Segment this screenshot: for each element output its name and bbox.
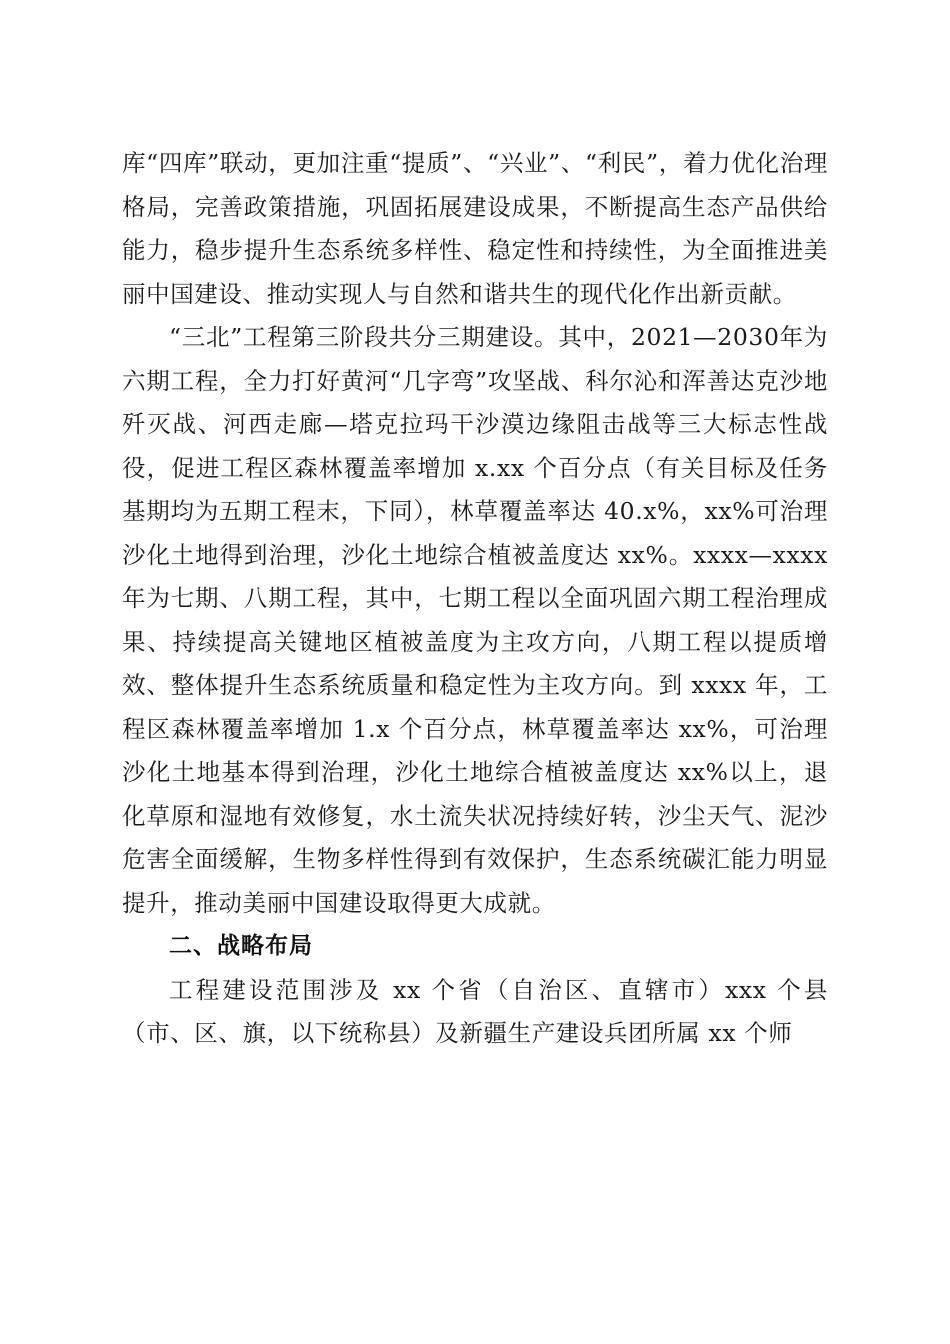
paragraph-continued: 库“四库”联动，更加注重“提质”、“兴业”、“利民”，着力优化治理格局，完善政策措施，巩固拓展建设成果，不断提高生态产品供给能力，稳步提升生态系统多样性、稳定性和持续性，为全面推进美丽中国建设、推动实现人与自然和谐共生的现代化作出新贡献。: [122, 149, 828, 308]
paragraph-scope: 工程建设范围涉及 xx 个省（自治区、直辖市）xxx 个县（市、区、旗，以下统称县）及新疆生产建设兵团所属 xx 个师: [122, 975, 828, 1047]
paragraph-phases: “三北”工程第三阶段共分三期建设。其中，2021—2030年为六期工程，全力打好黄河“几字弯”攻坚战、科尔沁和浑善达克沙地歼灭战、河西走廊—塔克拉玛干沙漠边缘阻击战等三大标志性战役，促进工程区森林覆盖率增加 x.xx 个百分点（有关目标及任务基期均为五期工程末，下同），林草覆盖率达 40.x%，xx%可治理沙化土地得到治理，沙化土地综合植被盖度达 xx%。xxxx—xxxx 年为七期、八期工程，其中，七期工程以全面巩固六期工程治理成果、持续提高关键地区植被盖度为主攻方向，八期工程以提质增效、整体提升生态系统质量和稳定性为主攻方向。到 xxxx 年，工程区森林覆盖率增加 1.x 个百分点，林草覆盖率达 xx%，可治理沙化土地基本得到治理，沙化土地综合植被盖度达 xx%以上，退化草原和湿地有效修复，水土流失状况持续好转，沙尘天气、泥沙危害全面缓解，生物多样性得到有效保护，生态系统碳汇能力明显提升，推动美丽中国建设取得更大成就。: [122, 323, 828, 917]
document-body: [122, 142, 828, 1056]
section-heading: 二、战略布局: [169, 933, 313, 959]
